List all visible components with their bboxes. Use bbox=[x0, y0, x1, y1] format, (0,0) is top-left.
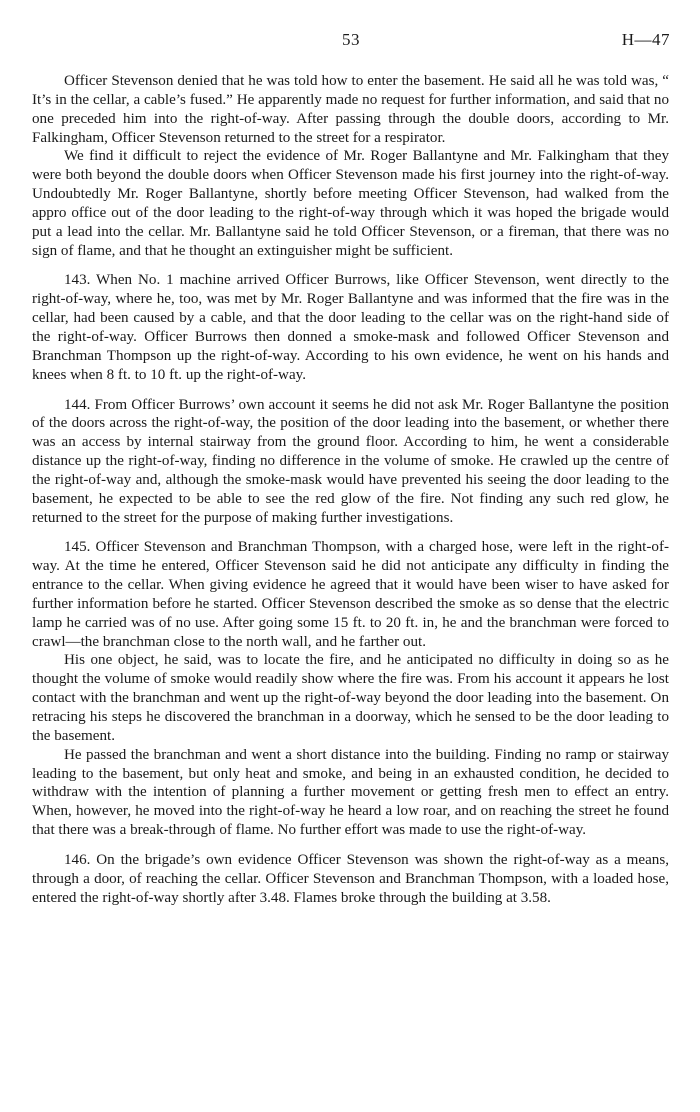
paragraph: He passed the branchman and went a short distance into the building. Finding no ramp or stairway leading to the basement, but only heat and smoke, and being in an exhausted condition, he decided to withdraw with the intention of planning a further movement or getting fresh men to effect an entry. When, however, he moved into the right-of-way he heard a low roar, and on reaching the street he found that there was a break-through of flame. No further effort was made to use the right-of-way. bbox=[32, 746, 669, 839]
document-body bbox=[32, 72, 669, 907]
page-code: H—47 bbox=[621, 30, 670, 49]
paragraph: His one object, he said, was to locate the fire, and he anticipated no difficulty in doing so as he thought the volume of smoke would readily show where the fire was. From his account it appears he lost contact with the branchman and went up the right-of-way beyond the door leading into the basement. On retracing his steps he discovered the branchman in a doorway, which he sensed to be the door leading to the basement. bbox=[32, 652, 669, 744]
paragraph-145: 145. Officer Stevenson and Branchman Thompson, with a charged hose, were left in the right-of-way. At the time he entered, Officer Stevenson said he did not anticipate any difficulty in finding the entrance to the cellar. When giving evidence he agreed that it would have been wiser to have asked for further information before he started. Officer Stevenson described the smoke as so dense that the electric lamp he carried was of no use. After going some 15 ft. to 20 ft. in, he and the branchman were forced to crawl—the branchman close to the north wall, and he farther out. bbox=[32, 539, 669, 650]
page-header bbox=[0, 30, 700, 52]
paragraph-143: 143. When No. 1 machine arrived Officer Burrows, like Officer Stevenson, went directly to the right-of-way, where he, too, was met by Mr. Roger Ballantyne and was informed that the fire was in the cellar, had been caused by a cable, and that the door leading to the cellar was on the right-hand side of the right-of-way. Officer Burrows then donned a smoke-mask and followed Officer Stevenson and Branchman Thompson up the right-of-way. According to his own evidence, he went on his hands and knees when 8 ft. to 10 ft. up the right-of-way. bbox=[32, 272, 669, 383]
paragraph-144: 144. From Officer Burrows’ own account it seems he did not ask Mr. Roger Ballantyne the position of the doors across the right-of-way, the position of the door leading into the basement, or whether there was an access by internal stairway from the ground floor. According to him, he went a considerable distance up the right-of-way, finding no difference in the volume of smoke. He crawled up the centre of the right-of-way and, although the smoke-mask would have prevented his seeing the door leading to the basement, he expected to be able to see the red glow of the fire. Not finding any such red glow, he returned to the street for the purpose of making further investigations. bbox=[32, 396, 669, 526]
paragraph: Officer Stevenson denied that he was told how to enter the basement. He said all he was told was, “ It’s in the cellar, a cable’s fused.” He apparently made no request for further information, and said that no one preceded him into the right-of-way. After passing through the double doors, according to Mr. Falkingham, Officer Stevenson returned to the street for a respirator. bbox=[32, 73, 669, 146]
paragraph-146: 146. On the brigade’s own evidence Officer Stevenson was shown the right-of-way as a means, through a door, of reaching the cellar. Officer Stevenson and Branchman Thompson, with a loaded hose, entered the right-of-way shortly after 3.48. Flames broke through the building at 3.58. bbox=[32, 851, 669, 906]
paragraph: We find it difficult to reject the evidence of Mr. Roger Ballantyne and Mr. Falkingham that they were both beyond the double doors when Officer Stevenson made his first journey into the right-of-way. Undoubtedly Mr. Roger Ballantyne, shortly before meeting Officer Stevenson, had walked from the appro office out of the door leading to the right-of-way through which it was hoped the brigade would put a lead into the cellar. Mr. Ballantyne said he told Officer Stevenson, or a fireman, that there was no sign of flame, and that he thought an extinguisher might be sufficient. bbox=[32, 148, 669, 259]
page-number: 53 bbox=[342, 30, 360, 49]
